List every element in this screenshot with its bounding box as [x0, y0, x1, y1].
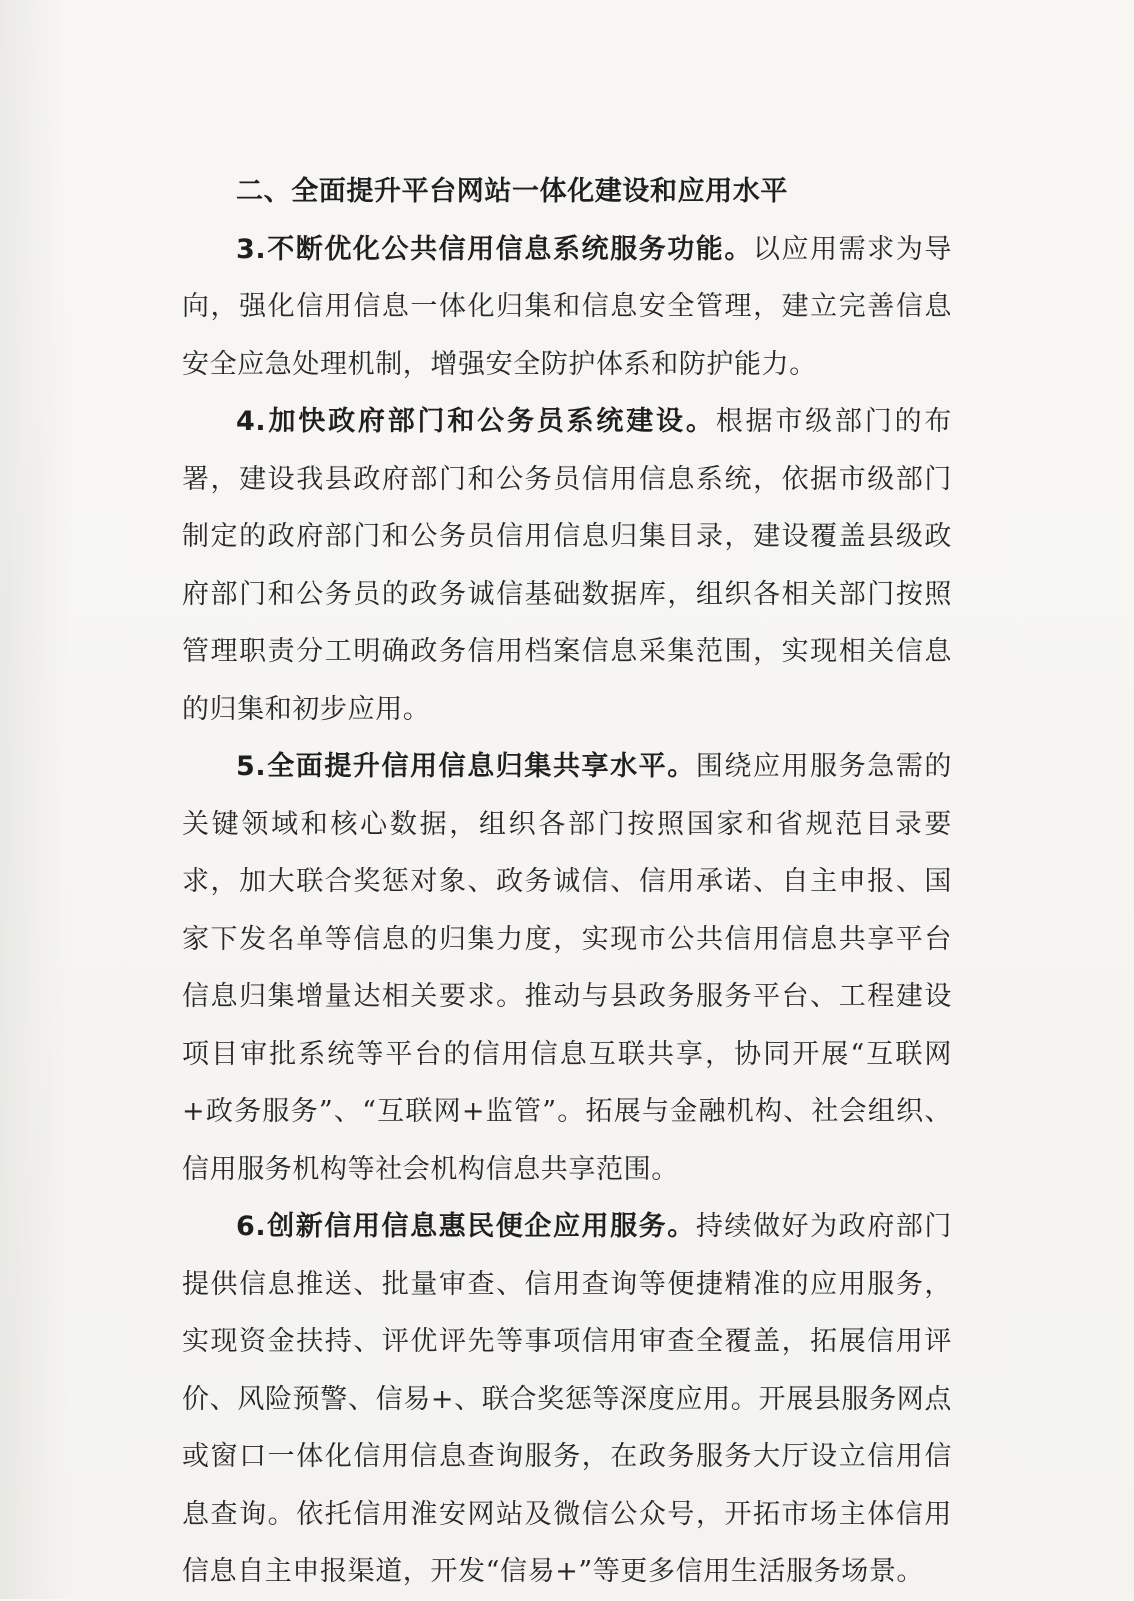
paragraph-lead: 4.加快政府部门和公务员系统建设。: [236, 406, 716, 437]
scan-shadow-edge: [0, 0, 70, 1599]
paragraph-text: 根据市级部门的布署，建设我县政府部门和公务员信用信息系统，依据市级部门制定的政府部门和公务员信用信息归集目录，建设覆盖县级政府部门和公务员的政务诚信基础数据库，组织各相关部门按照管理职责分工明确政务信用档案信息采集范围，实现相关信息的归集和初步应用。: [182, 406, 952, 725]
paragraph-item-4: [182, 393, 952, 738]
paragraph-lead: 6.创新信用信息惠民便企应用服务。: [236, 1211, 696, 1242]
paragraph-item-3: [182, 221, 952, 394]
paragraph-text: 以应用需求为导向，强化信用信息一体化归集和信息安全管理，建立完善信息安全应急处理机制，增强安全防护体系和防护能力。: [182, 233, 952, 380]
section-heading: 二、全面提升平台网站一体化建设和应用水平: [236, 176, 788, 207]
document-body: [182, 163, 952, 1601]
paragraph-item-6: [182, 1198, 952, 1601]
paragraph-text: 持续做好为政府部门提供信息推送、批量审查、信用查询等便捷精准的应用服务，实现资金扶持、评优评先等事项信用审查全覆盖，拓展信用评价、风险预警、信易+、联合奖惩等深度应用。开展县服务网点或窗口一体化信用信息查询服务，在政务服务大厅设立信用信息查询。依托信用淮安网站及微信公众号，开拓市场主体信用信息自主申报渠道，开发“信易+”等更多信用生活服务场景。: [182, 1211, 952, 1587]
paragraph-lead: 5.全面提升信用信息归集共享水平。: [236, 751, 696, 782]
paragraph-lead: 3.不断优化公共信用信息系统服务功能。: [236, 233, 753, 265]
paragraph-item-5: [182, 738, 952, 1198]
paragraph-text: 围绕应用服务急需的关键领域和核心数据，组织各部门按照国家和省规范目录要求，加大联合奖惩对象、政务诚信、信用承诺、自主申报、国家下发名单等信息的归集力度，实现市公共信用信息共享平台信息归集增量达相关要求。推动与县政务服务平台、工程建设项目审批系统等平台的信用信息互联共享，协同开展“互联网+政务服务”、“互联网+监管”。拓展与金融机构、社会组织、信用服务机构等社会机构信息共享范围。: [182, 751, 952, 1185]
